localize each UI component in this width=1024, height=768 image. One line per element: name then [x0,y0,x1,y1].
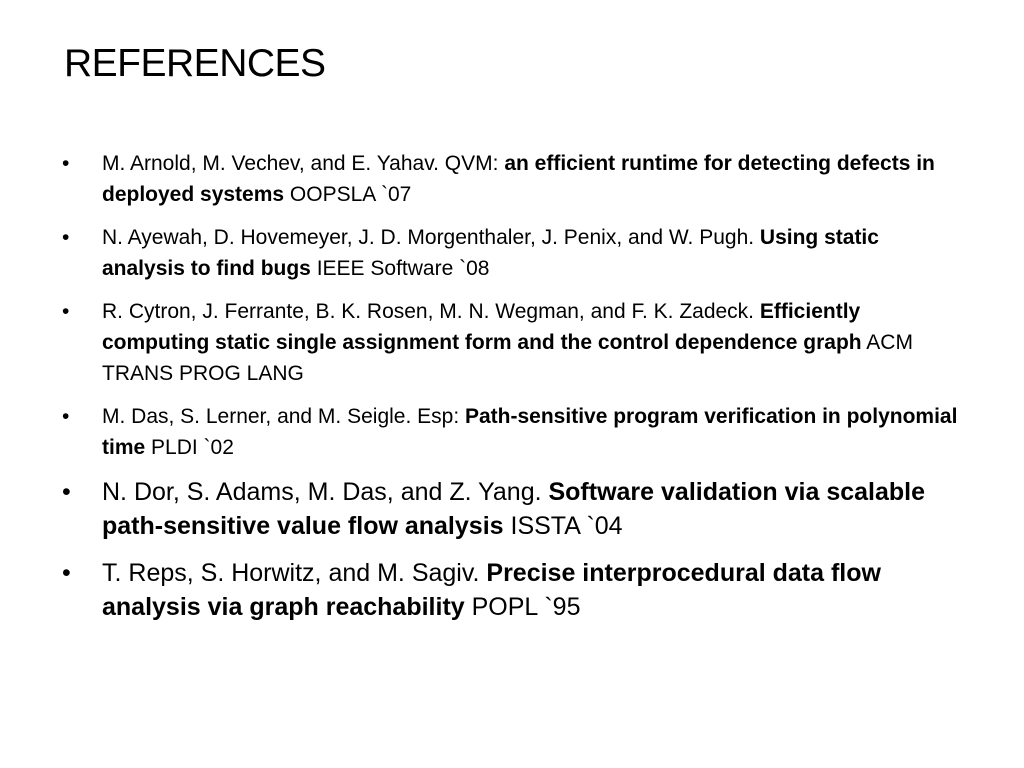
reference-title: an efficient runtime for detecting defects in deployed systems [102,152,935,206]
reference-list [62,148,962,637]
reference-item [62,148,962,210]
reference-title: Efficiently computing static single assignment form and the control dependence graph [102,300,862,354]
reference-authors: M. Arnold, M. Vechev, and E. Yahav. QVM: [102,152,505,175]
slide-title: REFERENCES [64,42,326,85]
reference-venue: POPL `95 [464,593,581,621]
reference-venue: PLDI `02 [145,436,234,459]
bullet-icon: • [62,152,70,175]
reference-item [62,556,962,624]
reference-item [62,296,962,389]
reference-title: Precise interprocedural data flow analysis via graph reachability [102,559,881,621]
reference-title: Software validation via scalable path-sensitive value flow analysis [102,478,926,540]
reference-authors: T. Reps, S. Horwitz, and M. Sagiv. [102,559,487,587]
reference-title: Path-sensitive program verification in polynomial time [102,405,958,459]
bullet-icon: • [62,300,70,323]
bullet-icon: • [62,559,71,587]
reference-venue: IEEE Software `08 [310,257,490,280]
bullet-icon: • [62,226,70,249]
reference-authors: N. Ayewah, D. Hovemeyer, J. D. Morgenthaler, J. Penix, and W. Pugh. [102,226,760,249]
reference-venue: OOPSLA `07 [284,183,412,206]
reference-item [62,475,962,543]
reference-item [62,401,962,463]
reference-authors: N. Dor, S. Adams, M. Das, and Z. Yang. [102,478,549,506]
reference-authors: M. Das, S. Lerner, and M. Seigle. Esp: [102,405,465,428]
reference-venue: ACM TRANS PROG LANG [102,331,913,385]
reference-authors: R. Cytron, J. Ferrante, B. K. Rosen, M. N. Wegman, and F. K. Zadeck. [102,300,760,323]
bullet-icon: • [62,478,71,506]
bullet-icon: • [62,405,70,428]
reference-venue: ISSTA `04 [503,512,623,540]
reference-title: Using static analysis to find bugs [102,226,879,280]
reference-item [62,222,962,284]
